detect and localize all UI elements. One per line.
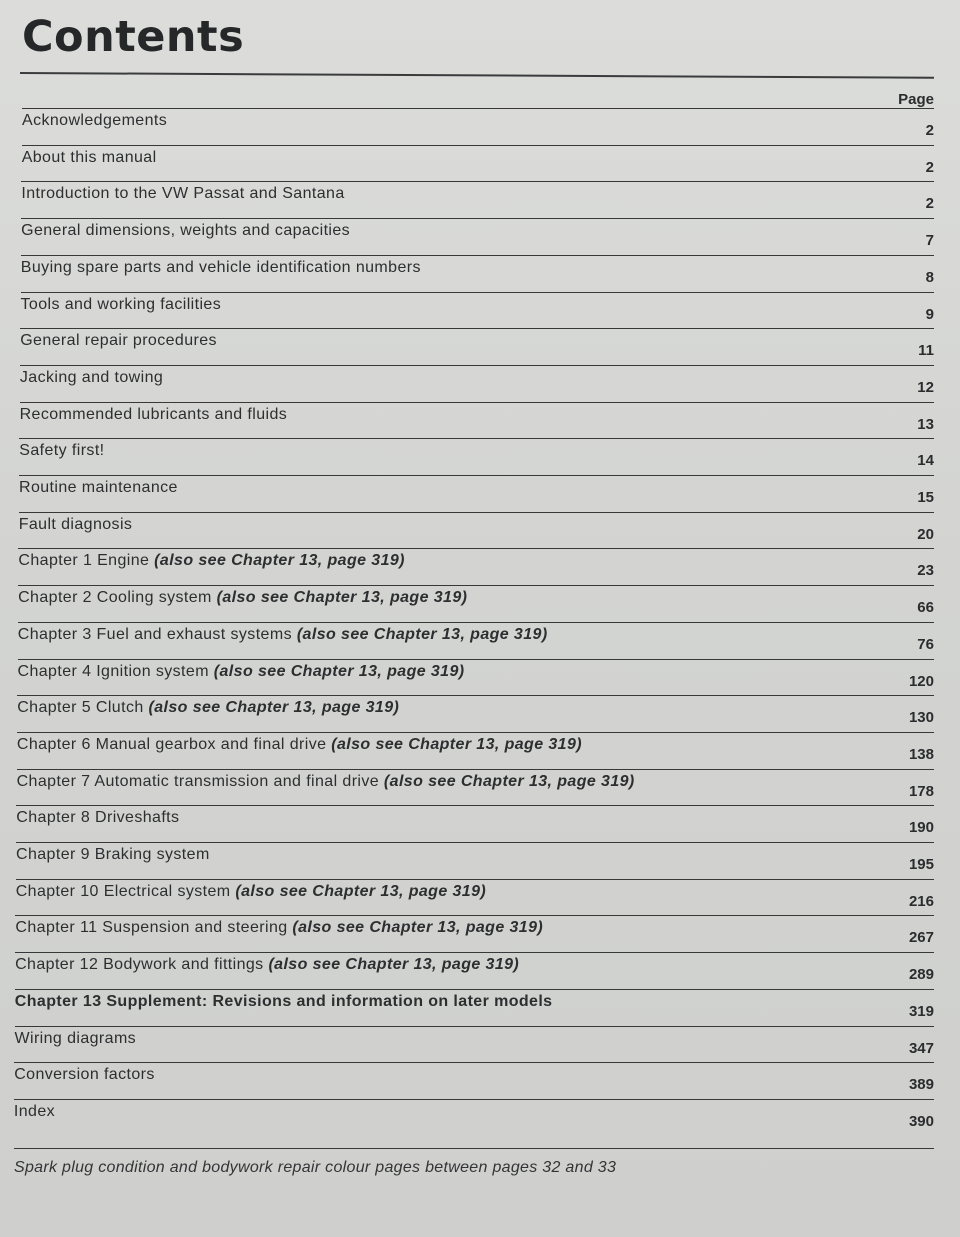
toc-entry [17, 695, 934, 732]
toc-entry-page-number: 195 [908, 856, 934, 873]
toc-entry [21, 292, 935, 329]
toc-entry-note: (also see Chapter 13, page 319) [235, 882, 487, 900]
toc-entry-title [15, 1030, 137, 1048]
toc-entry-page-number: 267 [908, 929, 934, 947]
toc-entry-label: Tools and working facilities [20, 295, 222, 313]
toc-entry-title [20, 369, 163, 387]
toc-entry [17, 769, 934, 806]
toc-entry-page-number: 8 [925, 268, 934, 286]
toc-entry [21, 255, 934, 292]
toc-entry-title [19, 479, 178, 497]
toc-entry [15, 1026, 935, 1063]
toc-entry [22, 145, 934, 182]
toc-entry-page-number: 12 [917, 378, 934, 396]
toc-entry-label: About this manual [21, 148, 157, 166]
toc-entry [18, 659, 935, 696]
toc-entry-title [22, 112, 167, 130]
toc-entry-note: (also see Chapter 13, page 319) [154, 552, 405, 570]
bottom-divider [14, 1148, 934, 1149]
toc-entry-page-number: 178 [908, 782, 934, 800]
toc-entry-page-number: 66 [917, 599, 934, 617]
toc-entry [21, 181, 934, 218]
toc-entry-page-number: 7 [925, 232, 934, 250]
toc-entry [14, 1062, 934, 1099]
toc-entry-note: (also see Chapter 13, page 319) [216, 589, 468, 607]
toc-entry-title [14, 1103, 55, 1121]
toc-entry [19, 438, 934, 475]
toc-entry-page-number: 2 [925, 195, 934, 213]
toc-entry-note: (also see Chapter 13, page 319) [148, 699, 400, 717]
toc-entry-page-number: 14 [917, 452, 934, 470]
toc-entry-page-number: 390 [908, 1112, 934, 1130]
toc-entry [14, 1099, 934, 1136]
toc-entry [15, 915, 934, 952]
toc-entry [18, 622, 934, 659]
toc-entry-label: Chapter 8 Driveshafts [16, 809, 180, 827]
page-column-header: Page [898, 91, 934, 108]
toc-entry-note: (also see Chapter 13, page 319) [383, 772, 635, 790]
toc-entry-title [16, 846, 210, 864]
toc-entry-label: Conversion factors [14, 1066, 155, 1084]
toc-entry [16, 842, 934, 879]
toc-entry [15, 952, 934, 989]
toc-entry-title [21, 259, 421, 277]
toc-entry-page-number: 11 [918, 342, 934, 360]
toc-entry [18, 548, 934, 585]
toc-entry-page-number: 15 [917, 489, 934, 506]
toc-entry-label: Chapter 6 Manual gearbox and final drive [16, 735, 332, 753]
toc-entry [20, 402, 934, 439]
toc-entry-label: Chapter 2 Cooling system [18, 589, 217, 607]
toc-entry [17, 732, 934, 769]
toc-entry-label: Chapter 4 Ignition system [17, 662, 214, 680]
toc-entry-title [15, 956, 519, 974]
toc-entry-label: Chapter 12 Bodywork and fittings [15, 956, 269, 974]
toc-entry-title [18, 552, 405, 570]
toc-entry-label: Wiring diagrams [14, 1029, 137, 1047]
toc-entry-label: Recommended lubricants and fluids [19, 405, 288, 423]
toc-entry [20, 328, 934, 365]
toc-entry-title [14, 1066, 155, 1084]
toc-entry-note: (also see Chapter 13, page 319) [213, 662, 465, 680]
footnote: Spark plug condition and bodywork repair colour pages between pages 32 and 33 [14, 1159, 617, 1176]
toc-entry [19, 512, 934, 549]
toc-entry-title [15, 993, 553, 1011]
toc-entry-note: (also see Chapter 13, page 319) [292, 919, 544, 937]
toc-entry-page-number: 76 [917, 635, 934, 653]
toc-entry-title [17, 699, 399, 717]
toc-entry-page-number: 130 [908, 709, 934, 727]
toc-entry [18, 585, 934, 622]
toc-entry-page-number: 138 [908, 745, 934, 763]
toc-entry-title [22, 149, 157, 167]
toc-entry [16, 879, 934, 916]
toc-entry-title [20, 406, 288, 424]
toc-entry-title [19, 516, 133, 534]
toc-entry-page-number: 2 [925, 158, 934, 176]
toc-entry-page-number: 2 [925, 122, 934, 139]
toc-entry-title [18, 626, 548, 644]
toc-entry-label: Chapter 1 Engine [18, 552, 155, 570]
toc-entry [21, 218, 934, 255]
toc-entry-page-number: 13 [917, 415, 934, 433]
toc-entry-label: Acknowledgements [22, 112, 168, 129]
toc-entry-page-number: 9 [925, 305, 934, 323]
toc-entry-label: Fault diagnosis [18, 515, 133, 533]
toc-entry-label: Chapter 9 Braking system [16, 846, 210, 863]
toc-entry-label: Safety first! [19, 442, 105, 460]
toc-entry-label: Chapter 7 Automatic transmission and final drive [16, 772, 384, 790]
toc-entry-page-number: 319 [908, 1002, 934, 1020]
toc-entry-label: General repair procedures [20, 332, 217, 350]
toc-entry-label: Introduction to the VW Passat and Santana [21, 185, 345, 203]
toc-entry-note: (also see Chapter 13, page 319) [268, 956, 520, 974]
toc-entry-page-number: 389 [908, 1076, 934, 1094]
toc-entry [19, 475, 934, 512]
toc-entry-page-number: 289 [908, 966, 934, 984]
toc-entry-label: General dimensions, weights and capacities [21, 222, 351, 240]
toc-entry-title [20, 332, 217, 350]
toc-entry-title [18, 589, 467, 607]
toc-entry-title [17, 773, 635, 791]
toc-entry-note: (also see Chapter 13, page 319) [296, 625, 548, 643]
toc-entry-title [21, 185, 344, 203]
toc-entry-title [15, 919, 543, 937]
toc-entry [16, 805, 934, 842]
toc-entry-page-number: 190 [908, 819, 934, 837]
toc-entry-label: Chapter 10 Electrical system [15, 882, 236, 900]
toc-entry-title [21, 296, 222, 314]
toc-entry-page-number: 20 [917, 525, 934, 543]
toc-entry-label: Chapter 13 Supplement: Revisions and information on later models [14, 992, 553, 1010]
toc-entry-label: Routine maintenance [19, 479, 178, 496]
toc-entry-page-number: 120 [908, 672, 934, 690]
toc-entry-title [18, 663, 465, 681]
toc-entry-title [16, 809, 179, 827]
toc-entry-title [17, 736, 582, 754]
toc-entry-label: Index [13, 1102, 56, 1120]
toc-entry-note: (also see Chapter 13, page 319) [331, 735, 582, 753]
toc-entry-page-number: 347 [908, 1039, 934, 1057]
toc-entry-title [21, 222, 350, 240]
toc-entry-page-number: 23 [917, 562, 934, 580]
toc-entry-page-number: 216 [908, 892, 934, 910]
toc-entry [20, 365, 934, 402]
toc-entry-label: Jacking and towing [19, 368, 164, 386]
toc-entry-label: Buying spare parts and vehicle identification numbers [20, 258, 421, 276]
toc-entry-title [16, 883, 486, 901]
toc-entry-label: Chapter 3 Fuel and exhaust systems [17, 625, 297, 643]
page-title: Contents [22, 12, 245, 62]
toc-entry [15, 989, 934, 1026]
toc-entry-label: Chapter 11 Suspension and steering [15, 919, 293, 937]
toc-entry-label: Chapter 5 Clutch [17, 699, 149, 717]
toc-entry-title [19, 442, 104, 460]
toc-entry [22, 108, 934, 145]
